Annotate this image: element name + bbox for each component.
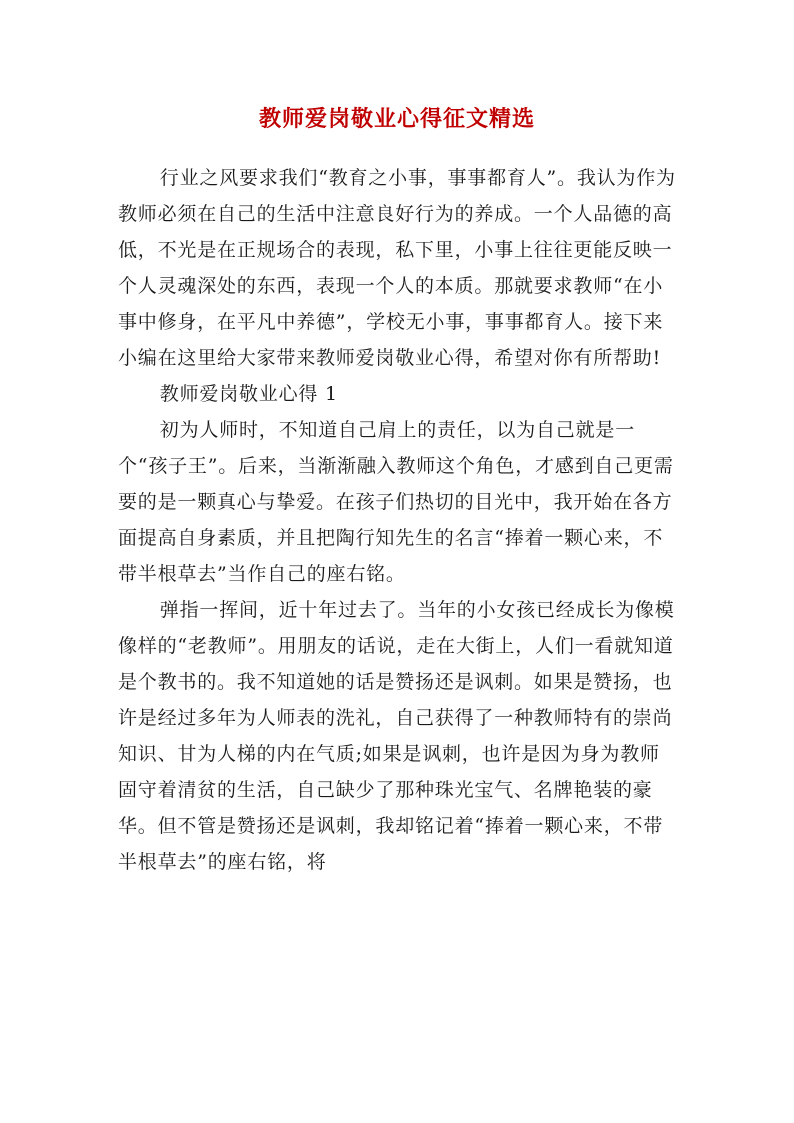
document-body bbox=[118, 160, 678, 880]
body-paragraph: 初为人师时，不知道自己肩上的责任，以为自己就是一个“孩子王”。后来，当渐渐融入教师这个角色，才感到自己更需要的是一颗真心与挚爱。在孩子们热切的目光中，我开始在各方面提高自身素质，并且把陶行知先生的名言“捧着一颗心来，不带半根草去”当作自己的座右铭。 bbox=[118, 419, 674, 585]
intro-paragraph: 行业之风要求我们“教育之小事，事事都育人”。我认为作为教师必须在自己的生活中注意良好行为的养成。一个人品德的高低，不光是在正规场合的表现，私下里，小事上往往更能反映一个人灵魂深处的东西，表现一个人的本质。那就要求教师“在小事中修身，在平凡中养德”，学校无小事，事事都育人。接下来小编在这里给大家带来教师爱岗敬业心得，希望对你有所帮助! bbox=[118, 167, 676, 369]
section-heading: 教师爱岗敬业心得 1 bbox=[159, 383, 338, 405]
body-paragraph: 弹指一挥间，近十年过去了。当年的小女孩已经成长为像模像样的“老教师”。用朋友的话说，走在大街上，人们一看就知道是个教书的。我不知道她的话是赞扬还是讽刺。如果是赞扬，也许是经过多年为人师表的洗礼，自己获得了一种教师特有的崇尚知识、甘为人梯的内在气质;如果是讽刺，也许是因为身为教师固守着清贫的生活，自己缺少了那种珠光宝气、名牌艳装的豪华。但不管是赞扬还是讽刺，我却铭记着“捧着一颗心来，不带半根草去”的座右铭，将 bbox=[118, 599, 675, 873]
document-title: 教师爱岗敬业心得征文精选 bbox=[258, 106, 535, 132]
